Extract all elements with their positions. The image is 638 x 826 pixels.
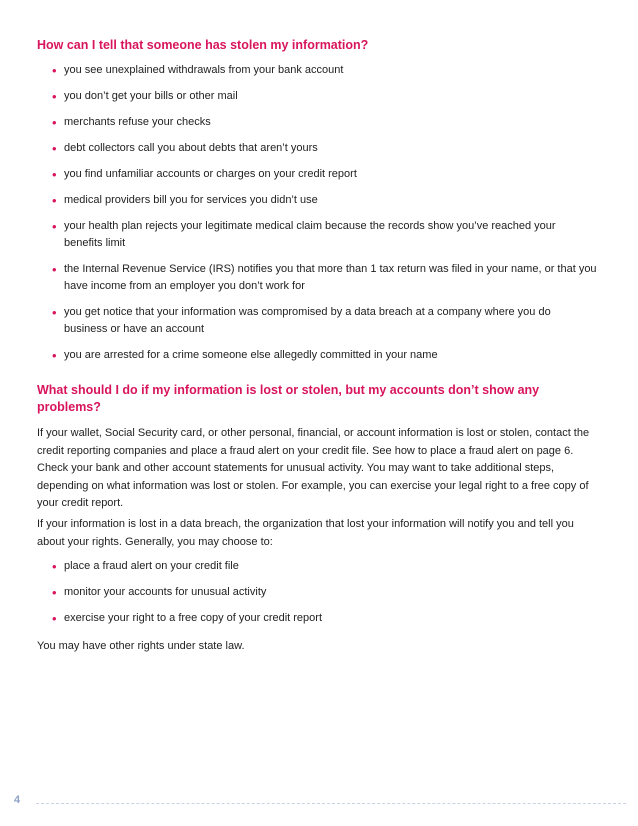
bullet-icon: •	[52, 115, 57, 130]
list-item	[37, 88, 597, 105]
bullet-icon: •	[52, 219, 57, 234]
bullet-icon: •	[52, 585, 57, 600]
bullet-icon: •	[52, 193, 57, 208]
list-item	[37, 62, 597, 79]
list-item-text: merchants refuse your checks	[64, 116, 211, 128]
list-item-text: the Internal Revenue Service (IRS) notifies you that more than 1 tax return was filed in your name, or that you have income from an employer you don’t work for	[64, 263, 597, 292]
list-item	[37, 304, 597, 338]
list-item	[37, 218, 597, 252]
list-item-text: your health plan rejects your legitimate medical claim because the records show you’ve reached your benefits limit	[64, 220, 556, 249]
list-item-text: you see unexplained withdrawals from your bank account	[64, 64, 344, 76]
list-item-text: you get notice that your information was compromised by a data breach at a company where you do business or have an account	[64, 306, 551, 335]
list-item-text: place a fraud alert on your credit file	[64, 560, 239, 572]
bullet-icon: •	[52, 559, 57, 574]
bullet-icon: •	[52, 348, 57, 363]
bullet-icon: •	[52, 305, 57, 320]
bullet-icon: •	[52, 141, 57, 156]
signs-list	[37, 62, 597, 373]
list-item-text: medical providers bill you for services you didn’t use	[64, 194, 318, 206]
bullet-icon: •	[52, 89, 57, 104]
bullet-icon: •	[52, 63, 57, 78]
list-item	[37, 114, 597, 131]
list-item	[37, 347, 597, 364]
bullet-icon: •	[52, 262, 57, 277]
list-item-text: exercise your right to a free copy of your credit report	[64, 612, 323, 624]
list-item-text: you don’t get your bills or other mail	[64, 90, 238, 102]
options-list	[37, 558, 597, 636]
list-item	[37, 192, 597, 209]
section-heading: What should I do if my information is lost or stolen, but my accounts don’t show any problems?	[37, 383, 540, 414]
list-item-text: you are arrested for a crime someone else allegedly committed in your name	[64, 349, 438, 361]
list-item-text: monitor your accounts for unusual activity	[64, 586, 267, 598]
list-item-text: debt collectors call you about debts that aren’t yours	[64, 142, 318, 154]
body-paragraph: If your wallet, Social Security card, or other personal, financial, or account information is lost or stolen, contact the credit reporting companies and place a fraud alert on your credit file. See how to place a fraud alert on page 6. Check your bank and other account statements for unusual activity. You may want to take additional steps, depending on what information was lost or stolen. For example, you can exercise your legal right to a free copy of your credit report.	[37, 427, 590, 509]
section-heading: How can I tell that someone has stolen my information?	[37, 38, 369, 52]
footer-divider	[36, 803, 626, 804]
list-item	[37, 261, 597, 295]
page-number: 4	[14, 794, 21, 806]
body-paragraph: If your information is lost in a data breach, the organization that lost your information will notify you and tell you about your rights. Generally, you may choose to:	[37, 518, 574, 548]
bullet-icon: •	[52, 167, 57, 182]
body-paragraph: You may have other rights under state law.	[37, 640, 245, 652]
bullet-icon: •	[52, 611, 57, 626]
list-item-text: you find unfamiliar accounts or charges on your credit report	[64, 168, 357, 180]
list-item	[37, 166, 597, 183]
list-item	[37, 610, 597, 627]
list-item	[37, 558, 597, 575]
list-item	[37, 584, 597, 601]
list-item	[37, 140, 597, 157]
